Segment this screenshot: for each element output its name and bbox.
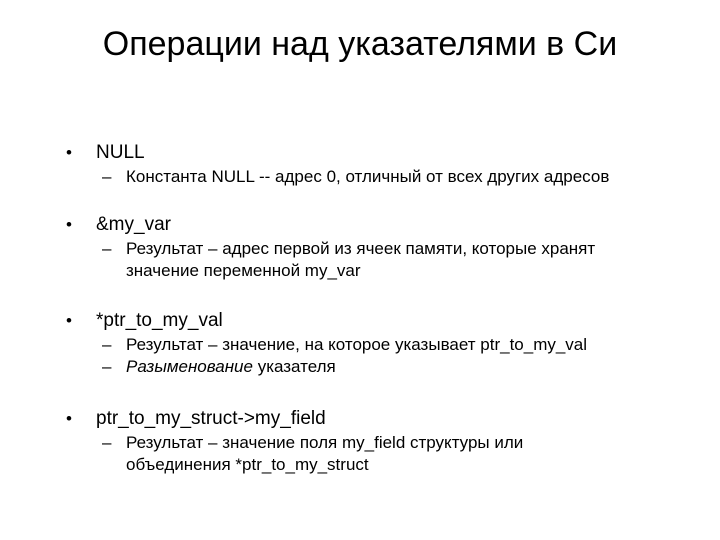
dash-icon: – (102, 335, 112, 354)
bullet-label: &my_var (96, 214, 171, 235)
slide-title: Операции над указателями в Си (102, 25, 618, 63)
sub-item (68, 356, 706, 378)
sub-item (68, 432, 706, 476)
dash-icon: – (102, 433, 112, 452)
bullet-item-member-access (66, 406, 706, 431)
bullet-label: *ptr_to_my_val (96, 310, 223, 331)
bullet-item-null (66, 140, 706, 165)
bullet-dot-icon: • (66, 409, 72, 428)
bullet-dot-icon: • (66, 215, 72, 234)
sub-list (66, 166, 706, 188)
sub-list (66, 238, 706, 282)
sub-item-text-continued: объединения *ptr_to_my_struct (126, 455, 369, 474)
bullet-dot-icon: • (66, 311, 72, 330)
sub-list (66, 334, 706, 378)
sub-item-text-continued: значение переменной my_var (126, 261, 361, 280)
sub-item-text-rest: указателя (252, 357, 336, 376)
bullet-item-address-of (66, 212, 706, 237)
bullet-label: ptr_to_my_struct->my_field (96, 408, 326, 429)
dash-icon: – (102, 167, 112, 186)
dash-icon: – (102, 239, 112, 258)
sub-item (68, 166, 706, 188)
sub-item-text: Результат – значение, на которое указывает ptr_to_my_val (126, 335, 588, 354)
sub-item-text: Результат – адрес первой из ячеек памяти, которые хранят (126, 239, 596, 258)
sub-item (68, 334, 706, 356)
dash-icon: – (102, 357, 112, 376)
bullet-label: NULL (96, 142, 145, 163)
bullet-dot-icon: • (66, 143, 72, 162)
sub-item-text (126, 356, 706, 378)
italic-term: Разыменование (126, 357, 253, 376)
sub-item (68, 238, 706, 282)
sub-item-text: Результат – значение поля my_field структуры или (126, 433, 524, 452)
bullet-item-dereference (66, 308, 706, 333)
sub-list (66, 432, 706, 476)
sub-item-text: Константа NULL -- адрес 0, отличный от всех других адресов (126, 167, 610, 186)
bullet-list (66, 140, 706, 476)
